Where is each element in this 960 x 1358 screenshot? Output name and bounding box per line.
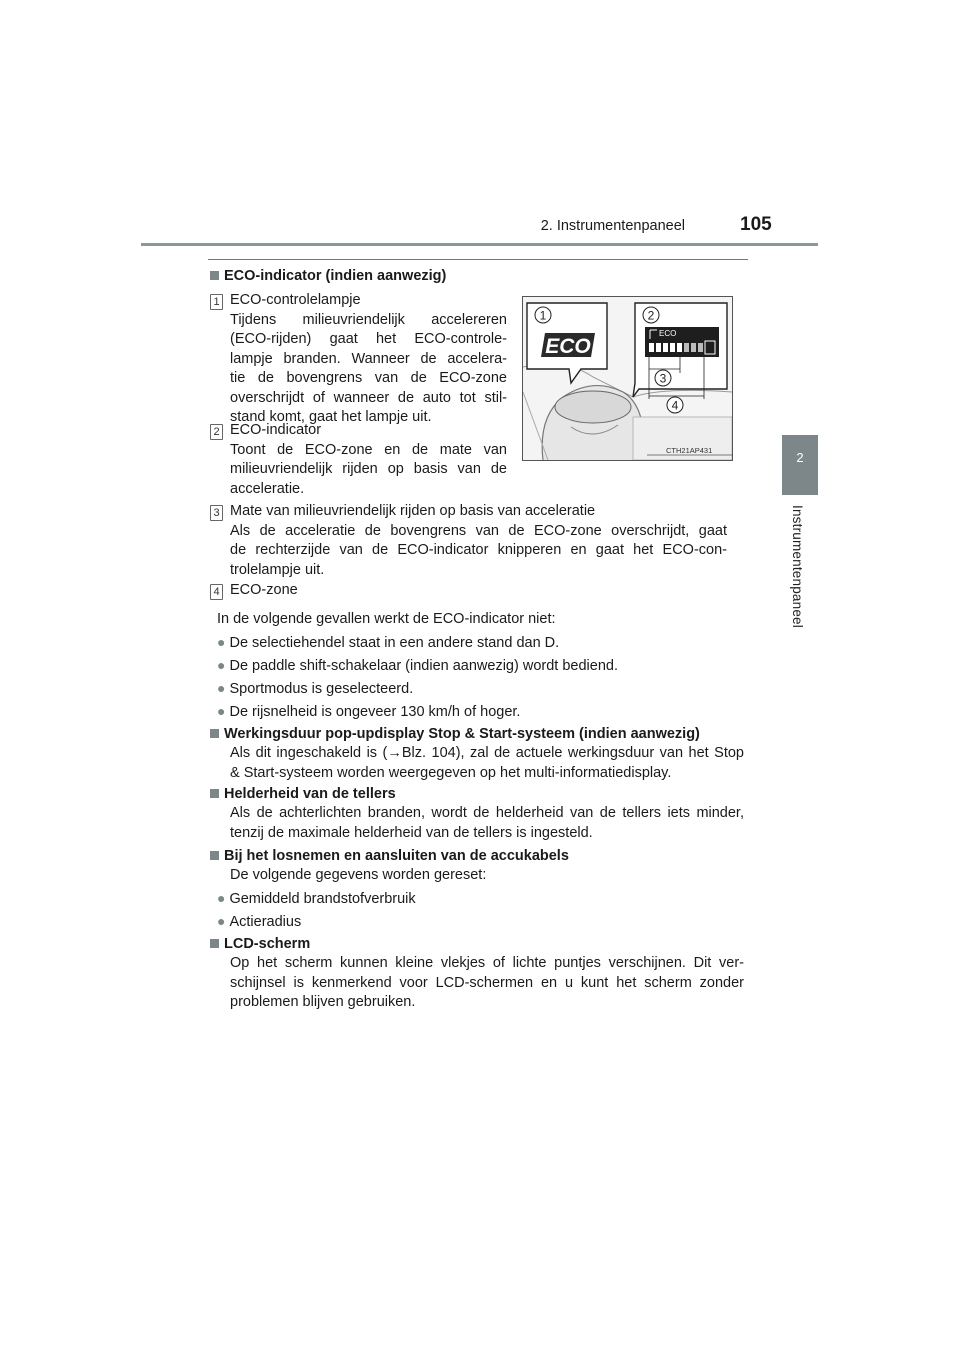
section-heading-lcd-text: LCD-scherm — [224, 936, 311, 952]
item-line: de rechterzijde van de ECO-indicator knipperen en gaat het ECO-con- — [230, 542, 727, 558]
list-item — [217, 702, 520, 723]
content-rule — [208, 259, 748, 260]
item-line: trolelampje uit. — [230, 561, 325, 578]
item-line: stand komt, gaat het lampje uit. — [230, 409, 432, 425]
section-heading-battery — [210, 846, 569, 866]
callout-number-1: 1 — [210, 294, 223, 310]
header-rule — [141, 243, 818, 246]
brightness-body — [230, 804, 744, 843]
section-heading-stopstart-text: Werkingsduur pop-updisplay Stop & Start-systeem (indien aanwezig) — [224, 726, 700, 742]
chapter-tab — [782, 435, 818, 495]
body-line: Als dit ingeschakeld is (→Blz. 104), zal de actuele werkingsduur van het Stop — [230, 745, 744, 761]
body-line: & Start-systeem worden weergegeven op het multi-informatiedisplay. — [230, 764, 672, 781]
item-line: (ECO-rijden) gaat het ECO-controle- — [230, 331, 507, 347]
item-line: Tijdens milieuvriendelijk accelereren — [230, 311, 507, 328]
item-title: ECO-controlelampje — [230, 292, 361, 308]
round-bullet-icon: ● — [217, 703, 226, 719]
list-item — [217, 889, 416, 910]
square-bullet-icon — [210, 271, 219, 280]
lcd-body — [230, 954, 744, 1013]
square-bullet-icon — [210, 939, 219, 948]
callout-number-3: 3 — [210, 505, 223, 521]
list-item — [217, 679, 413, 700]
item-line: lampje branden. Wanneer de accelera- — [230, 350, 507, 367]
section-heading-lcd — [210, 934, 310, 954]
eco-indicator-figure — [522, 296, 733, 461]
round-bullet-icon: ● — [217, 657, 226, 673]
list-item-text: Actieradius — [229, 914, 302, 930]
item-line: acceleratie. — [230, 480, 305, 497]
stopstart-body — [230, 744, 744, 783]
page-number: 105 — [740, 214, 772, 235]
item-title: ECO-indicator — [230, 422, 322, 438]
section-heading-eco-text: ECO-indicator (indien aanwezig) — [224, 268, 447, 284]
item-line: overschrijdt of wanneer de auto tot stil- — [230, 389, 507, 406]
section-heading-brightness-text: Helderheid van de tellers — [224, 786, 396, 802]
list-item-text: Sportmodus is geselecteerd. — [229, 681, 414, 697]
fig-code: CTH21AP431 — [666, 446, 713, 455]
section-heading-brightness — [210, 784, 396, 804]
eco-not-working-intro: In de volgende gevallen werkt de ECO-indicator niet: — [217, 611, 556, 627]
item-title: Mate van milieuvriendelijk rijden op basis van acceleratie — [230, 503, 596, 519]
fig-bar-label: ECO — [659, 329, 677, 338]
callout-number-4: 4 — [210, 584, 223, 600]
square-bullet-icon — [210, 729, 219, 738]
battery-intro: De volgende gegevens worden gereset: — [230, 867, 487, 883]
list-item — [217, 656, 618, 677]
fig-callout-1: 1 — [539, 308, 547, 323]
section-heading-eco — [210, 266, 446, 286]
chapter-title: 2. Instrumentenpaneel — [540, 218, 685, 234]
square-bullet-icon — [210, 851, 219, 860]
eco-figure-drawing — [523, 297, 732, 460]
item-line: Toont de ECO-zone en de mate van — [230, 441, 507, 458]
section-heading-stopstart — [210, 724, 700, 744]
fig-callout-4: 4 — [671, 398, 679, 413]
item-eco-degree — [230, 502, 727, 580]
fig-eco-lamp-text: ECO — [545, 335, 591, 358]
item-eco-zone: ECO-zone — [230, 582, 298, 598]
list-item-text: De paddle shift-schakelaar (indien aanwezig) wordt bediend. — [229, 658, 618, 674]
item-line: milieuvriendelijk rijden op basis van de — [230, 461, 507, 477]
square-bullet-icon — [210, 789, 219, 798]
round-bullet-icon: ● — [217, 634, 226, 650]
list-item-text: De rijsnelheid is ongeveer 130 km/h of hoger. — [229, 704, 521, 720]
list-item — [217, 633, 559, 654]
round-bullet-icon: ● — [217, 913, 226, 929]
chapter-tab-label: Instrumentenpaneel — [790, 505, 805, 628]
list-item-text: Gemiddeld brandstofverbruik — [229, 891, 416, 907]
item-line: tie de bovengrens van de ECO-zone — [230, 370, 507, 386]
fig-callout-3: 3 — [659, 371, 667, 386]
body-line: tenzij de maximale helderheid van de tellers is ingesteld. — [230, 824, 593, 841]
body-line: Als de achterlichten branden, wordt de helderheid van de tellers iets minder, — [230, 805, 744, 821]
round-bullet-icon: ● — [217, 680, 226, 696]
item-eco-indicator — [230, 421, 507, 499]
list-item-text: De selectiehendel staat in een andere stand dan D. — [229, 635, 560, 651]
body-line: schijnsel is kenmerkend voor LCD-schermen en u kunt het scherm zonder — [230, 974, 744, 991]
item-eco-lamp — [230, 291, 507, 428]
section-heading-battery-text: Bij het losnemen en aansluiten van de accukabels — [224, 848, 569, 864]
item-line: Als de acceleratie de bovengrens van de ECO-zone overschrijdt, gaat — [230, 522, 727, 539]
body-line: problemen blijven gebruiken. — [230, 994, 416, 1010]
fig-callout-2: 2 — [647, 308, 655, 323]
list-item — [217, 912, 301, 933]
chapter-tab-number: 2 — [796, 450, 804, 465]
round-bullet-icon: ● — [217, 890, 226, 906]
callout-number-2: 2 — [210, 424, 223, 440]
body-line: Op het scherm kunnen kleine vlekjes of lichte puntjes verschijnen. Dit ver- — [230, 955, 744, 971]
